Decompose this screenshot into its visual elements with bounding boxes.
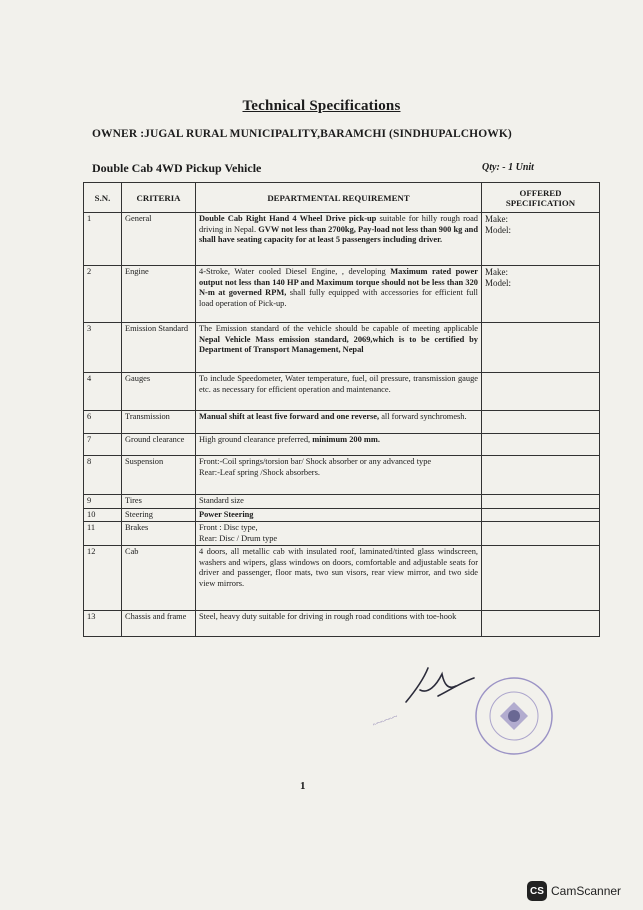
signature-caption-stamp: ~~~~~~ (371, 711, 399, 730)
row-criteria: Steering (122, 508, 196, 522)
camscanner-watermark (527, 881, 621, 901)
requirement-text: The Emission standard of the vehicle should be capable of meeting applicable (199, 324, 478, 333)
requirement-text: Double Cab Right Hand 4 Wheel Drive pick-up (199, 214, 377, 223)
table-row (84, 373, 600, 411)
document-title: Technical Specifications (242, 98, 401, 114)
camscanner-logo-icon: CS (527, 881, 547, 901)
requirement-text: shall fully equipped with accessories for efficient full load operation of Pick-up. (199, 288, 478, 308)
owner-line: OWNER :JUGAL RURAL MUNICIPALITY,BARAMCHI (SINDHUPALCHOWK) (92, 128, 512, 140)
row-requirement (196, 323, 482, 373)
row-requirement (196, 522, 482, 546)
requirement-text: GVW not less than 2700kg, Pay-load not less than 900 kg and shall have seating capacity for at least 5 passengers including driver. (199, 224, 478, 244)
table-row (84, 546, 600, 611)
table-row (84, 213, 600, 266)
row-requirement (196, 213, 482, 266)
requirement-text: Maximum rated power output not less than 140 HP and Maximum torque should not be less than 320 N-m at governed RPM, (199, 267, 478, 297)
row-sn: 1 (84, 213, 122, 266)
row-sn: 12 (84, 546, 122, 611)
row-sn: 11 (84, 522, 122, 546)
row-offered-specification (482, 456, 600, 495)
requirement-text: Standard size (199, 496, 244, 505)
requirement-text: 4-Stroke, Water cooled Diesel Engine, , developing (199, 267, 391, 276)
header-requirement: DEPARTMENTAL REQUIREMENT (196, 183, 482, 213)
requirement-text: Steel, heavy duty suitable for driving in rough road conditions with toe-hook (199, 612, 457, 621)
row-offered-specification (482, 434, 600, 456)
offered-label: Model: (485, 225, 511, 235)
row-offered-specification (482, 411, 600, 434)
table-row (84, 266, 600, 323)
row-offered-specification (482, 495, 600, 509)
row-sn: 2 (84, 266, 122, 323)
requirement-text: Front : Disc type, (199, 523, 258, 532)
row-criteria: General (122, 213, 196, 266)
specification-table (83, 182, 600, 637)
row-criteria: Suspension (122, 456, 196, 495)
row-requirement (196, 546, 482, 611)
row-sn: 4 (84, 373, 122, 411)
row-criteria: Transmission (122, 411, 196, 434)
row-criteria: Emission Standard (122, 323, 196, 373)
row-criteria: Engine (122, 266, 196, 323)
row-offered-specification (482, 611, 600, 637)
row-criteria: Brakes (122, 522, 196, 546)
table-row (84, 323, 600, 373)
row-sn: 9 (84, 495, 122, 509)
row-offered-specification (482, 213, 600, 266)
table-row (84, 495, 600, 509)
header-sn: S.N. (84, 183, 122, 213)
quantity-label: Qty: - 1 Unit (482, 162, 534, 173)
requirement-text: suitable for hilly rough road driving in Nepal. (199, 214, 478, 234)
page-number: 1 (300, 780, 306, 792)
row-criteria: Chassis and frame (122, 611, 196, 637)
vehicle-heading: Double Cab 4WD Pickup Vehicle (92, 161, 262, 175)
header-offered: OFFERED SPECIFICATION (482, 183, 600, 213)
requirement-text: minimum 200 mm. (312, 435, 380, 444)
official-seal-stamp (470, 672, 558, 760)
row-requirement (196, 495, 482, 509)
header-criteria: CRITERIA (122, 183, 196, 213)
row-offered-specification (482, 546, 600, 611)
row-offered-specification (482, 508, 600, 522)
requirement-text: Rear: Disc / Drum type (199, 533, 278, 543)
row-sn: 8 (84, 456, 122, 495)
row-offered-specification (482, 373, 600, 411)
requirement-text: Front:-Coil springs/torsion bar/ Shock absorber or any advanced type (199, 457, 432, 466)
row-criteria: Ground clearance (122, 434, 196, 456)
row-sn: 3 (84, 323, 122, 373)
requirement-text: Power Steering (199, 509, 254, 519)
camscanner-text: CamScanner (551, 884, 622, 898)
row-sn: 13 (84, 611, 122, 637)
table-row (84, 456, 600, 495)
requirement-text: High ground clearance preferred, (199, 435, 313, 444)
signature-mark (398, 660, 478, 712)
table-row (84, 411, 600, 434)
table-row (84, 611, 600, 637)
offered-label: Model: (485, 278, 511, 288)
row-sn: 6 (84, 411, 122, 434)
row-requirement (196, 434, 482, 456)
row-criteria: Cab (122, 546, 196, 611)
row-requirement (196, 266, 482, 323)
row-criteria: Tires (122, 495, 196, 509)
row-offered-specification (482, 266, 600, 323)
table-row (84, 522, 600, 546)
row-sn: 7 (84, 434, 122, 456)
row-requirement (196, 456, 482, 495)
offered-label: Make: (485, 214, 508, 224)
row-offered-specification (482, 323, 600, 373)
table-row (84, 434, 600, 456)
row-sn: 10 (84, 508, 122, 522)
requirement-text: 4 doors, all metallic cab with insulated roof, laminated/tinted glass windscreen, washers and wipers, glass windows on doors, comfortable and adjustable seats for driver and passenger, floor mats, two sun visors, rear view mirror, and two side view mirrors. (199, 547, 478, 588)
table-row (84, 508, 600, 522)
row-criteria: Gauges (122, 373, 196, 411)
requirement-text: all forward synchromesh. (379, 412, 467, 421)
row-requirement (196, 611, 482, 637)
offered-label: Make: (485, 267, 508, 277)
row-requirement (196, 373, 482, 411)
row-offered-specification (482, 522, 600, 546)
requirement-text: Rear:-Leaf spring /Shock absorbers. (199, 467, 320, 477)
row-requirement (196, 508, 482, 522)
row-requirement (196, 411, 482, 434)
requirement-text: Nepal Vehicle Mass emission standard, 2069,which is to be certified by Department of Transport Management, Nepal (199, 334, 478, 354)
requirement-text: To include Speedometer, Water temperature, fuel, oil pressure, transmission gauge etc. as necessary for efficient operation and maintenance. (199, 374, 478, 394)
requirement-text: Manual shift at least five forward and one reverse, (199, 412, 380, 421)
